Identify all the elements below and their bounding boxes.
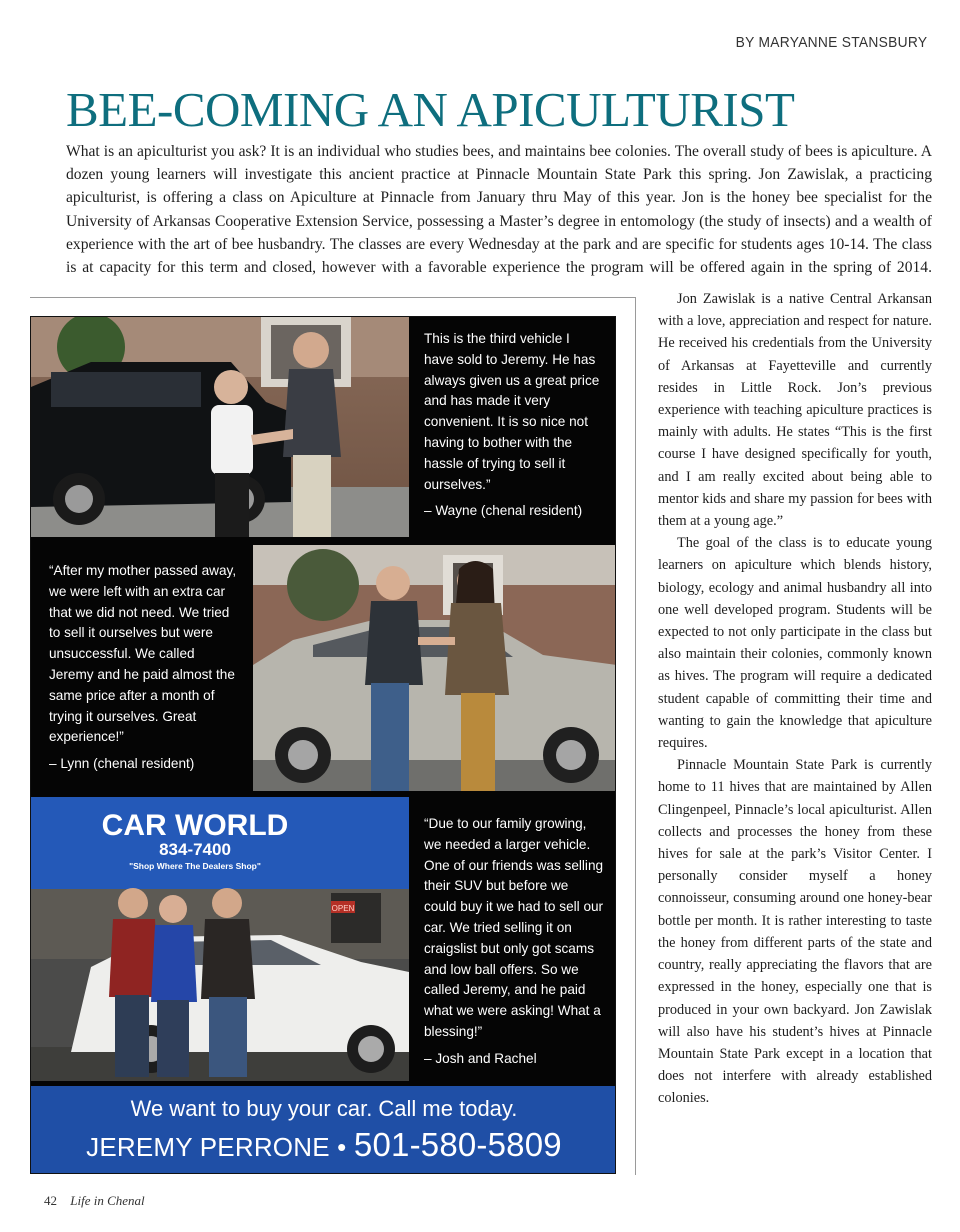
banner-contact	[31, 1126, 616, 1164]
sign-tagline: "Shop Where The Dealers Shop"	[129, 861, 261, 871]
testimonial-attribution: – Josh and Rachel	[424, 1050, 537, 1066]
article-title: BEE-COMING AN APICULTURIST	[66, 82, 795, 137]
column-paragraph: Jon Zawislak is a native Central Arkansan with a love, appreciation and respect for nature. He received his credentials from the University of Arkansas at Fayetteville and currently resides in Little Rock. Jon’s previous experience with teaching apiculture practices is mainly with adults. He states “This is the first course I have designed specifically for youth, and I am really excited about being able to mentor kids and share my passion for bees with them at a young age.”	[658, 291, 932, 530]
page-footer	[44, 1193, 145, 1209]
column-paragraph: Pinnacle Mountain State Park is currently home to 11 hives that are maintained by Allen Clingenpeel, Pinnacle’s local apiculturist. Allen collects and processes the honey from these hives for sale at the park’s Visitor Center. I personally consider myself a honey connoisseur, consuming around one honey-bear bottle per month. It is rather interesting to taste the honey from different parts of the state and country, really appreciating the flavors that are expressed in the honey, especially one that is produced in your own backyard. Jon Zawislak will also have his student’s hives at Pinnacle Mountain State Park except in a location that does not interfere with already established colonies.	[658, 757, 932, 1107]
column-paragraph: The goal of the class is to educate young learners on apiculture which blends history, biology, ecology and animal husbandry all into one well developed program. Students will be expected to not only participate in the class but also maintain their colonies, commonly known as hives. The program will require a dedicated student capable of committing their time and wanting to gain the knowledge that apiculture requires.	[658, 535, 932, 752]
banner-headline: We want to buy your car. Call me today.	[130, 1096, 518, 1121]
photo-car-world	[31, 797, 409, 1081]
magazine-name: Life in Chenal	[70, 1193, 145, 1208]
photo-jeep-handshake	[31, 317, 409, 537]
car-buying-ad	[30, 316, 616, 1174]
testimonial-josh-rachel	[424, 814, 604, 1070]
section-divider-horizontal	[30, 297, 636, 298]
section-divider-vertical	[635, 297, 636, 1175]
article-column	[658, 288, 932, 1110]
sign-open: OPEN	[331, 904, 355, 913]
page-number: 42	[44, 1193, 57, 1208]
testimonial-quote: “After my mother passed away, we were left with an extra car that we did not need. We tried to sell it ourselves but were unsuccessful. We called Jeremy and he paid almost the same price after a month of trying it ourselves. Great experience!”	[49, 563, 237, 745]
testimonial-quote: “Due to our family growing, we needed a larger vehicle. One of our friends was selling their SUV but before we could buy it we had to sell our car. We tried selling it on craigslist but only got scams and low ball offers. So we called Jeremy, and he paid what we were asking! What a blessing!”	[424, 816, 604, 1039]
testimonial-lynn	[49, 561, 239, 775]
sign-phone: 834-7400	[159, 840, 231, 859]
call-to-action-banner	[31, 1086, 616, 1174]
byline: BY MARYANNE STANSBURY	[735, 34, 927, 51]
banner-name: JEREMY PERRONE •	[86, 1132, 347, 1162]
testimonial-quote: This is the third vehicle I have sold to Jeremy. He has always given us a great price and has made it very convenient. It is so nice not having to bother with the hassle of trying to sell it ourselves.”	[424, 331, 600, 492]
banner-phone: 501-580-5809	[353, 1126, 562, 1163]
testimonial-attribution: – Lynn (chenal resident)	[49, 756, 195, 772]
intro-paragraph: What is an apiculturist you ask? It is an individual who studies bees, and maintains bee colonies. The overall study of bees is apiculture. A dozen young learners will investigate this ancient practice at Pinnacle Mountain State Park this spring. Jon Zawislak, a practicing apiculturist, is offering a class on Apiculture at Pinnacle from January thru May of this year. Jon is the honey bee specialist for the University of Arkansas Cooperative Extension Service, possessing a Master’s degree in entomology (the study of insects) and a wealth of experience with the art of bee husbandry. The classes are every Wednesday at the park and are specific for students ages 10-14. The class is at capacity for this term and closed, however with a favorable experience the program will be offered again in the spring of 2014.	[66, 143, 932, 277]
sign-name: CAR WORLD	[101, 809, 289, 842]
photo-sedan-keys	[253, 545, 616, 791]
testimonial-attribution: – Wayne (chenal resident)	[424, 503, 583, 519]
testimonial-wayne	[424, 329, 602, 522]
